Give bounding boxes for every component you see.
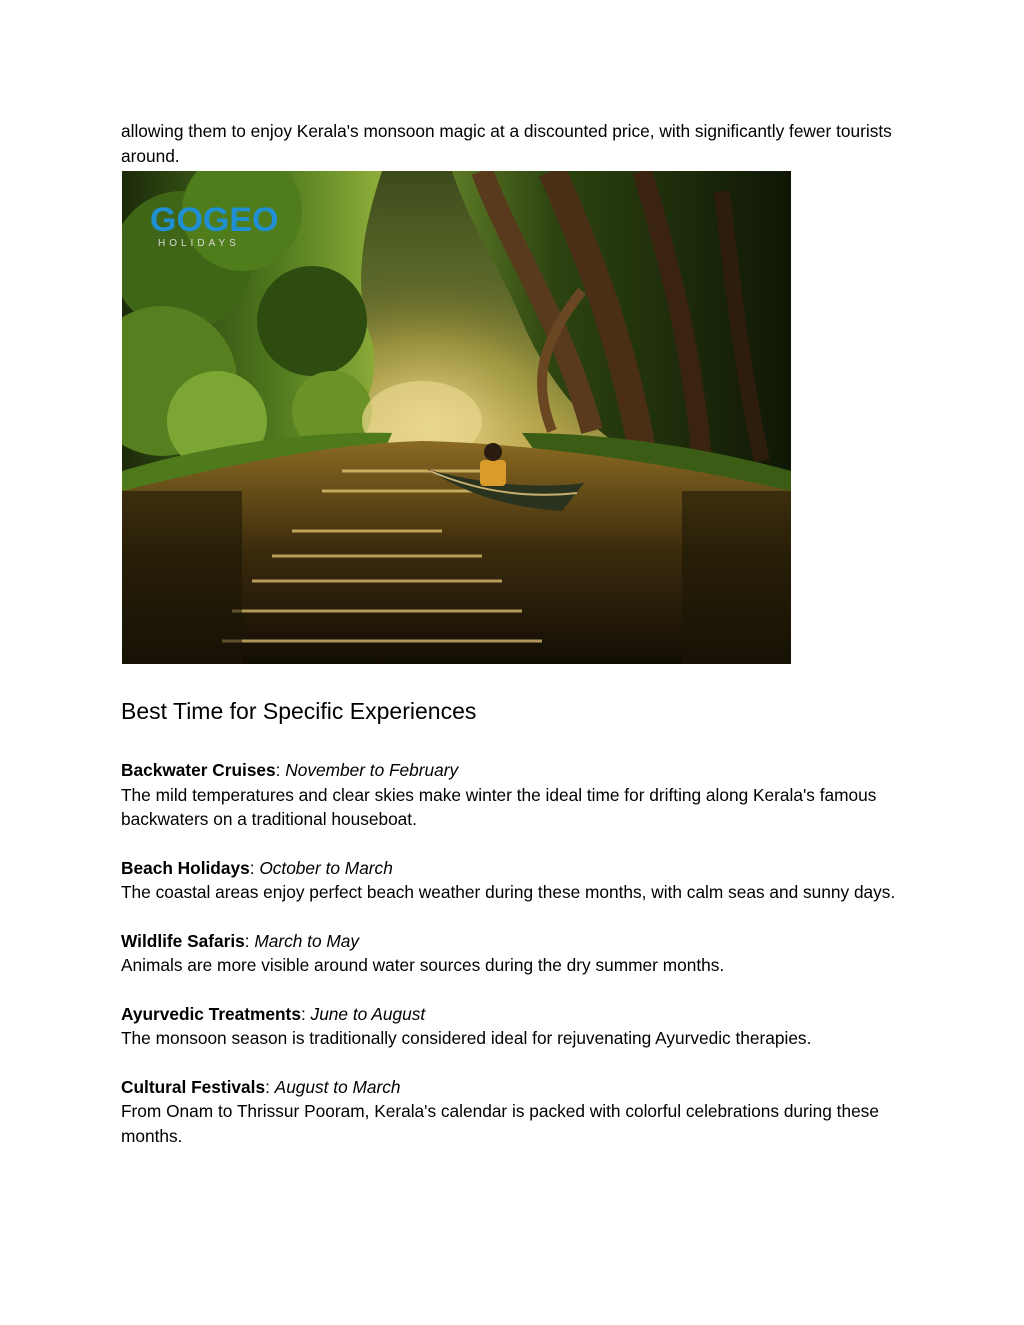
experience-separator: :: [249, 857, 260, 878]
experience-item: [121, 1075, 911, 1149]
section-heading: Best Time for Specific Experiences: [121, 698, 477, 724]
experience-description: The mild temperatures and clear skies make winter the ideal time for drifting along Kerala's famous backwaters on a traditional houseboat.: [121, 784, 877, 829]
experience-description: Animals are more visible around water sources during the dry summer months.: [121, 955, 725, 975]
experiences-list: [121, 758, 911, 1172]
experience-item: [121, 758, 911, 832]
intro-paragraph: allowing them to enjoy Kerala's monsoon magic at a discounted price, with significantly fewer tourists around.: [121, 121, 892, 166]
experience-item: [121, 856, 911, 905]
experience-item: [121, 1002, 911, 1051]
experience-description: The coastal areas enjoy perfect beach weather during these months, with calm seas and sunny days.: [121, 882, 896, 902]
experience-description: From Onam to Thrissur Pooram, Kerala's calendar is packed with colorful celebrations during these months.: [121, 1101, 879, 1146]
experience-title: Beach Holidays: [121, 857, 250, 878]
backwater-boat-photo: [122, 171, 791, 664]
experience-period: June to August: [310, 1003, 426, 1024]
experience-item: [121, 929, 911, 978]
experience-period: March to May: [254, 930, 360, 951]
experience-title: Ayurvedic Treatments: [121, 1003, 301, 1024]
logo-text: GOGEO: [150, 201, 279, 239]
experience-separator: :: [300, 1003, 311, 1024]
experience-period: November to February: [285, 760, 459, 780]
experience-title: Wildlife Safaris: [121, 930, 245, 951]
experience-separator: :: [265, 1076, 275, 1097]
experience-title: Cultural Festivals: [121, 1076, 266, 1097]
experience-separator: :: [275, 760, 286, 780]
experience-period: August to March: [274, 1076, 401, 1097]
experience-separator: :: [244, 930, 255, 951]
experience-period: October to March: [259, 857, 393, 878]
experience-title: Backwater Cruises: [121, 760, 276, 780]
logo-subtext: HOLIDAYS: [158, 238, 240, 249]
experience-description: The monsoon season is traditionally considered ideal for rejuvenating Ayurvedic therapies.: [121, 1028, 812, 1048]
